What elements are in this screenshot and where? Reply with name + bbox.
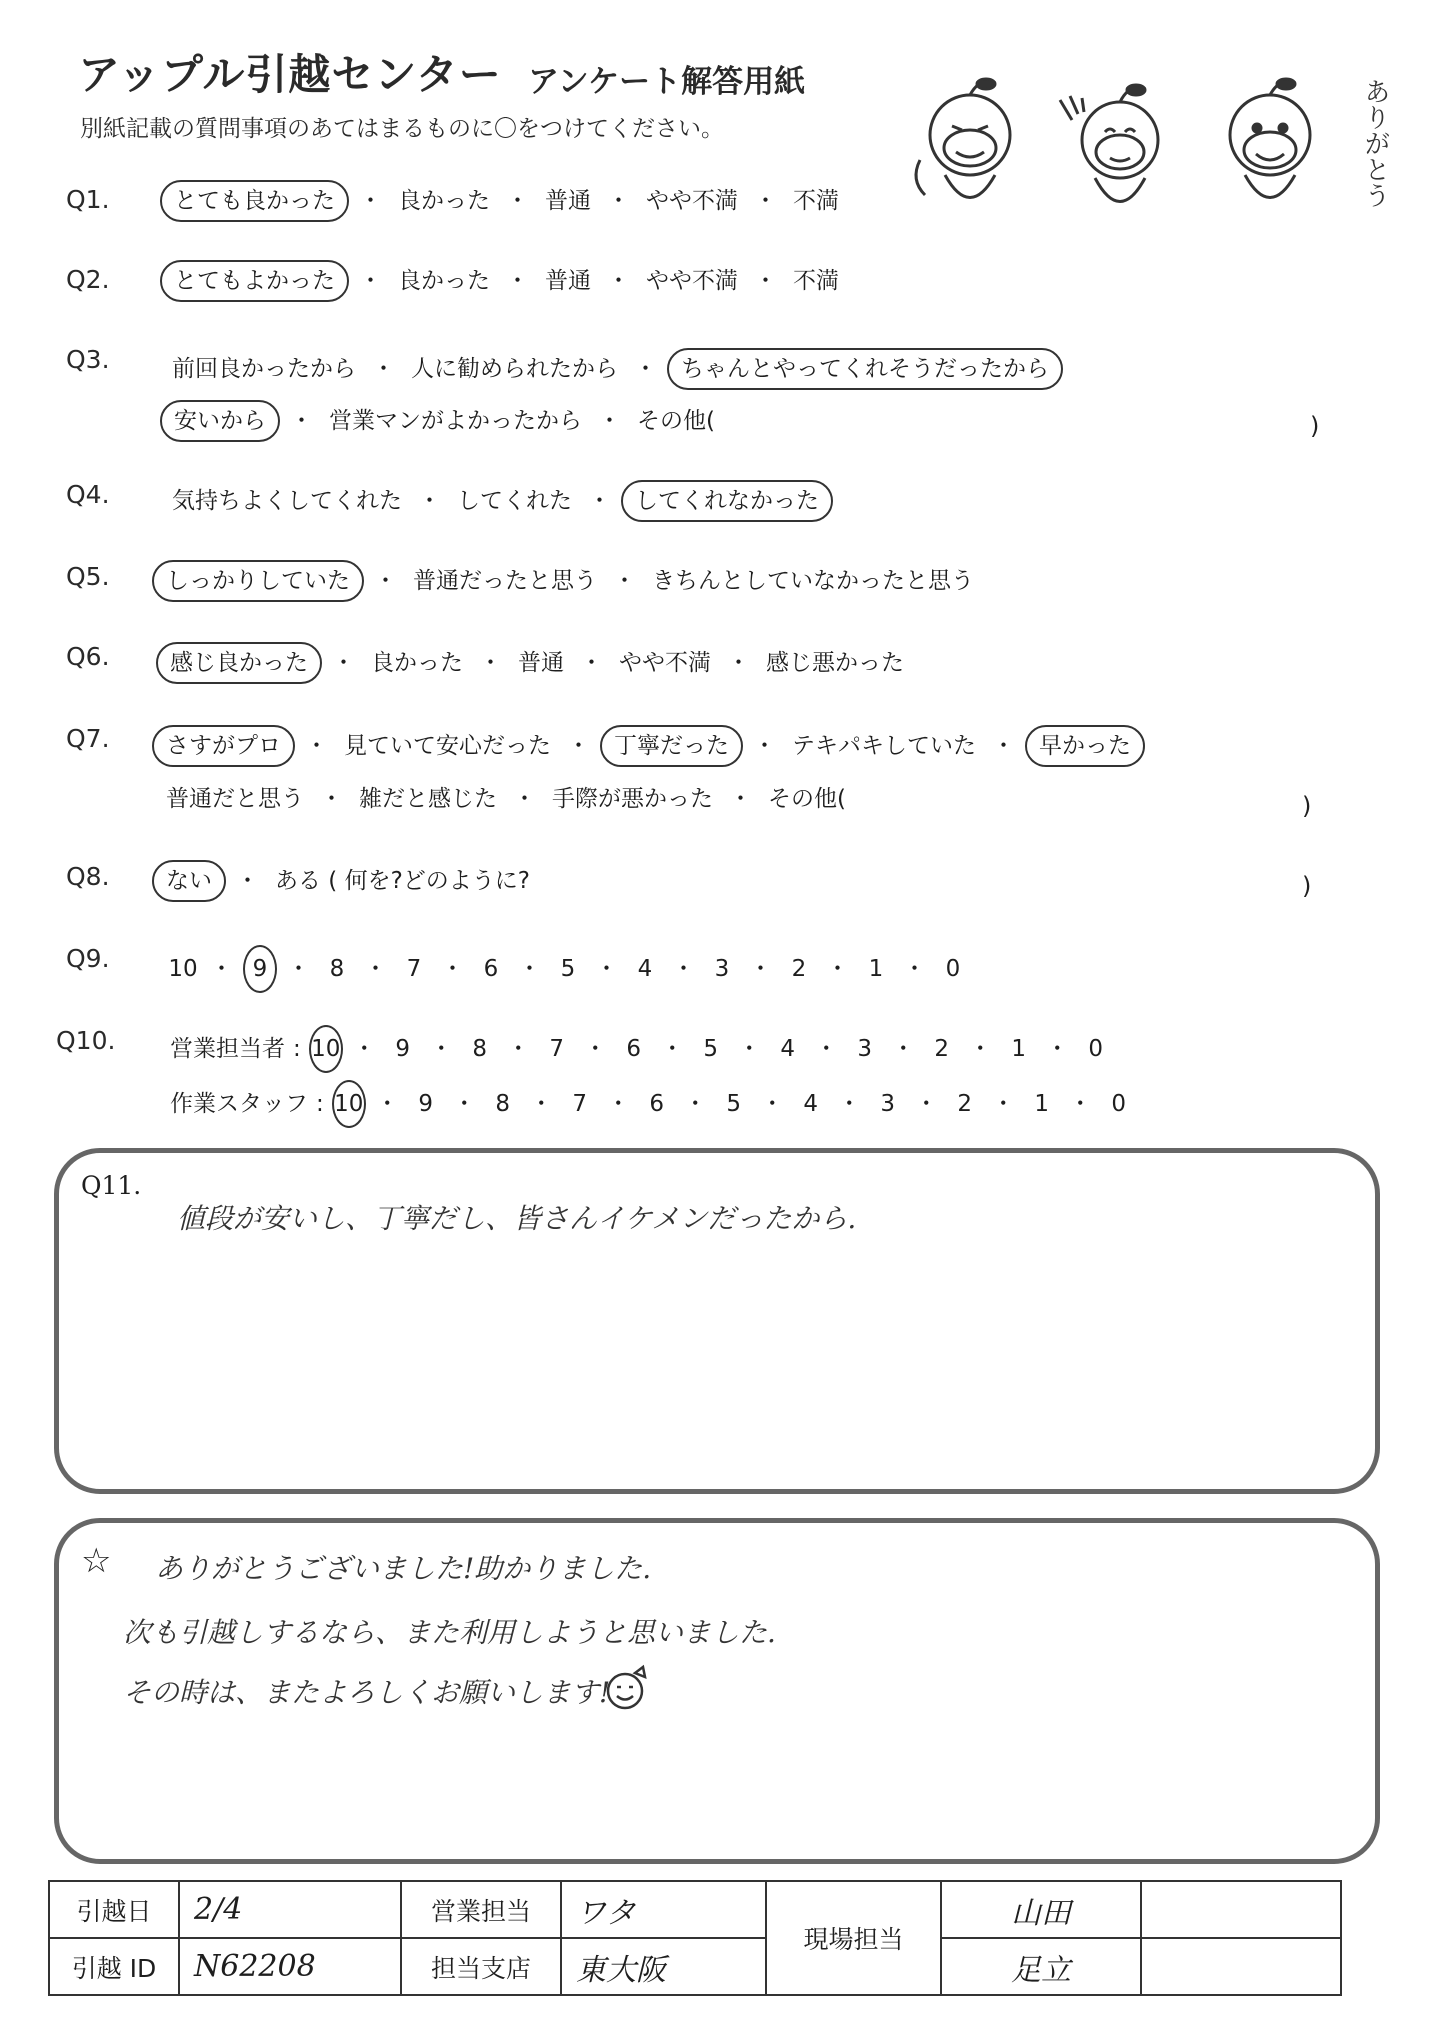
q4-label: Q4. xyxy=(66,480,110,509)
q9-scale: 10 ・ 9 ・ 8 ・ 7 ・ 6 ・ 5 ・ 4 ・ 3 ・ 2 ・ 1 ・ 0 xyxy=(166,945,970,993)
q8-label: Q8. xyxy=(66,862,110,891)
footer-info-table xyxy=(48,1880,1342,1996)
q7-option-5[interactable]: 早かった xyxy=(1025,725,1145,767)
q2-options: とてもよかった ・ 良かった ・ 普通 ・ やや不満 ・ 不満 xyxy=(160,260,845,302)
q7-option-4[interactable]: テキパキしていた xyxy=(792,733,976,759)
q10-sales-score-1[interactable]: 1 xyxy=(1011,1036,1027,1062)
mascot-caption: ありがとう xyxy=(1360,78,1390,208)
q3-close-paren: ) xyxy=(1310,412,1320,440)
q9-score-2[interactable]: 2 xyxy=(791,956,807,982)
q1-option-1[interactable]: とても良かった xyxy=(160,180,349,222)
q1-label: Q1. xyxy=(66,185,110,214)
q10-sales-score-5[interactable]: 5 xyxy=(703,1036,719,1062)
q10-staff-score-9[interactable]: 9 xyxy=(418,1091,434,1117)
q3-option-4[interactable]: 安いから xyxy=(160,400,280,442)
q9-score-1[interactable]: 1 xyxy=(868,956,884,982)
move-id-label: 引越 ID xyxy=(49,1938,179,1995)
move-date-label: 引越日 xyxy=(49,1881,179,1938)
q4-options: 気持ちよくしてくれた ・ してくれた ・ してくれなかった xyxy=(166,480,833,522)
q10-sales-colon: : xyxy=(293,1036,301,1062)
q3-options-line2: 安いから ・ 営業マンがよかったから ・ その他( xyxy=(160,400,721,442)
q9-score-4[interactable]: 4 xyxy=(637,956,653,982)
q2-label: Q2. xyxy=(66,265,110,294)
q7-options-line2: 普通だと思う ・ 雑だと感じた ・ 手際が悪かった ・ その他( xyxy=(160,780,852,818)
q10-staff-score-4[interactable]: 4 xyxy=(803,1091,819,1117)
q2-option-2[interactable]: 良かった xyxy=(398,268,490,294)
q7-option-other[interactable]: その他( xyxy=(768,786,846,812)
q11-answer-box[interactable] xyxy=(54,1148,1380,1494)
q3-option-2[interactable]: 人に勧められたから xyxy=(411,356,618,382)
site-rep-extra-2 xyxy=(1141,1938,1341,1995)
q7-option-6[interactable]: 普通だと思う xyxy=(166,786,304,812)
q10-staff-scale: 作業スタッフ : 10 ・ 9 ・ 8 ・ 7 ・ 6 ・ 5 ・ 4 ・ 3 ・ 2 ・ 1 ・ 0 xyxy=(170,1080,1136,1128)
q2-option-3[interactable]: 普通 xyxy=(545,268,591,294)
survey-company-title: アップル引越センター xyxy=(78,50,502,99)
q10-sales-score-0[interactable]: 0 xyxy=(1088,1036,1104,1062)
q4-option-3[interactable]: してくれなかった xyxy=(621,480,833,522)
q10-staff-score-8[interactable]: 8 xyxy=(495,1091,511,1117)
q10-sales-score-9[interactable]: 9 xyxy=(395,1036,411,1062)
q10-staff-score-1[interactable]: 1 xyxy=(1034,1091,1050,1117)
q10-staff-score-2[interactable]: 2 xyxy=(957,1091,973,1117)
q9-score-5[interactable]: 5 xyxy=(560,956,576,982)
q7-option-3[interactable]: 丁寧だった xyxy=(600,725,743,767)
q1-option-3[interactable]: 普通 xyxy=(545,188,591,214)
q5-label: Q5. xyxy=(66,562,110,591)
q3-label: Q3. xyxy=(66,345,110,374)
comment-line-2: 次も引越しするなら、また利用しようと思いました. xyxy=(123,1616,776,1649)
q10-staff-score-10[interactable]: 10 xyxy=(332,1080,366,1128)
q9-score-9[interactable]: 9 xyxy=(243,945,277,993)
q7-close-paren: ) xyxy=(1302,792,1312,820)
q9-score-7[interactable]: 7 xyxy=(406,956,422,982)
q10-sales-score-2[interactable]: 2 xyxy=(934,1036,950,1062)
q3-option-5[interactable]: 営業マンがよかったから xyxy=(329,408,582,434)
q9-score-10[interactable]: 10 xyxy=(168,956,198,982)
q10-sales-score-7[interactable]: 7 xyxy=(549,1036,565,1062)
q10-sales-score-3[interactable]: 3 xyxy=(857,1036,873,1062)
q7-option-8[interactable]: 手際が悪かった xyxy=(552,786,713,812)
q10-staff-score-7[interactable]: 7 xyxy=(572,1091,588,1117)
q7-option-2[interactable]: 見ていて安心だった xyxy=(344,733,551,759)
q5-option-3[interactable]: きちんとしていなかったと思う xyxy=(652,568,974,594)
branch-value: 東大阪 xyxy=(561,1938,766,1995)
q8-options: ない ・ ある ( 何を?どのように? xyxy=(152,860,536,902)
q11-answer-text: 値段が安いし、丁寧だし、皆さんイケメンだったから. xyxy=(177,1202,857,1235)
instruction-text: 別紙記載の質問事項のあてはまるものに〇をつけてください。 xyxy=(80,116,724,142)
q3-option-1[interactable]: 前回良かったから xyxy=(172,356,356,382)
q5-options: しっかりしていた ・ 普通だったと思う ・ きちんとしていなかったと思う xyxy=(152,560,980,602)
q8-option-2[interactable]: ある ( 何を?どのように? xyxy=(275,868,531,894)
q6-option-1[interactable]: 感じ良かった xyxy=(156,642,322,684)
move-date-value: 2/4 xyxy=(179,1881,401,1938)
q1-option-2[interactable]: 良かった xyxy=(398,188,490,214)
q9-score-3[interactable]: 3 xyxy=(714,956,730,982)
q1-option-4[interactable]: やや不満 xyxy=(646,188,738,214)
q10-staff-label: 作業スタッフ xyxy=(170,1091,308,1117)
q3-options-line1: 前回良かったから ・ 人に勧められたから ・ ちゃんとやってくれそうだったから xyxy=(166,348,1063,390)
q6-option-5[interactable]: 感じ悪かった xyxy=(766,650,904,676)
sales-rep-value: ワタ xyxy=(561,1881,766,1938)
q10-staff-score-3[interactable]: 3 xyxy=(880,1091,896,1117)
q7-options-line1: さすがプロ ・ 見ていて安心だった ・ 丁寧だった ・ テキパキしていた ・ 早かった xyxy=(152,725,1145,767)
comment-line-1: ありがとうございました!助かりました. xyxy=(155,1552,652,1585)
star-icon: ☆ xyxy=(81,1541,112,1581)
mascot-illustration xyxy=(900,70,1350,240)
survey-form-title: アンケート解答用紙 xyxy=(528,64,806,100)
q9-label: Q9. xyxy=(66,944,110,973)
q2-option-1[interactable]: とてもよかった xyxy=(160,260,349,302)
q10-sales-score-8[interactable]: 8 xyxy=(472,1036,488,1062)
q10-staff-score-6[interactable]: 6 xyxy=(649,1091,665,1117)
q6-options: 感じ良かった ・ 良かった ・ 普通 ・ やや不満 ・ 感じ悪かった xyxy=(156,642,910,684)
q11-label: Q11. xyxy=(81,1171,142,1200)
site-rep-label: 現場担当 xyxy=(766,1881,941,1995)
q6-option-2[interactable]: 良かった xyxy=(371,650,463,676)
q7-option-1[interactable]: さすがプロ xyxy=(152,725,295,767)
q7-option-7[interactable]: 雑だと感じた xyxy=(359,786,497,812)
q9-score-8[interactable]: 8 xyxy=(329,956,345,982)
q10-label: Q10. xyxy=(56,1026,116,1055)
site-rep-extra-1 xyxy=(1141,1881,1341,1938)
q4-option-1[interactable]: 気持ちよくしてくれた xyxy=(172,488,402,514)
q2-option-5[interactable]: 不満 xyxy=(793,268,839,294)
site-rep-value-2: 足立 xyxy=(941,1938,1141,1995)
q5-option-2[interactable]: 普通だったと思う xyxy=(413,568,597,594)
q10-sales-label: 営業担当者 xyxy=(170,1036,285,1062)
q2-option-4[interactable]: やや不満 xyxy=(646,268,738,294)
sales-rep-label: 営業担当 xyxy=(401,1881,561,1938)
smiley-doodle-icon xyxy=(599,1663,655,1713)
q8-close-paren: ) xyxy=(1302,872,1312,900)
q9-score-0[interactable]: 0 xyxy=(945,956,961,982)
q3-option-other[interactable]: その他( xyxy=(637,408,715,434)
q3-option-3[interactable]: ちゃんとやってくれそうだったから xyxy=(667,348,1063,390)
q9-score-6[interactable]: 6 xyxy=(483,956,499,982)
branch-label: 担当支店 xyxy=(401,1938,561,1995)
comment-line-3: その時は、またよろしくお願いします! xyxy=(123,1676,611,1709)
q10-staff-score-5[interactable]: 5 xyxy=(726,1091,742,1117)
q6-option-3[interactable]: 普通 xyxy=(518,650,564,676)
q10-sales-score-4[interactable]: 4 xyxy=(780,1036,796,1062)
q6-label: Q6. xyxy=(66,642,110,671)
q4-option-2[interactable]: してくれた xyxy=(457,488,572,514)
q10-staff-colon: : xyxy=(316,1091,324,1117)
move-id-value: N62208 xyxy=(179,1938,401,1995)
q5-option-1[interactable]: しっかりしていた xyxy=(152,560,364,602)
q10-sales-score-10[interactable]: 10 xyxy=(309,1025,343,1073)
q10-staff-score-0[interactable]: 0 xyxy=(1111,1091,1127,1117)
site-rep-value-1: 山田 xyxy=(941,1881,1141,1938)
q10-sales-scale: 営業担当者 : 10 ・ 9 ・ 8 ・ 7 ・ 6 ・ 5 ・ 4 ・ 3 ・ 2 ・ 1 ・ 0 xyxy=(170,1025,1113,1073)
q8-option-1[interactable]: ない xyxy=(152,860,226,902)
q10-sales-score-6[interactable]: 6 xyxy=(626,1036,642,1062)
q6-option-4[interactable]: やや不満 xyxy=(619,650,711,676)
q7-label: Q7. xyxy=(66,724,110,753)
comment-box[interactable] xyxy=(54,1518,1380,1864)
q1-options: とても良かった ・ 良かった ・ 普通 ・ やや不満 ・ 不満 xyxy=(160,180,845,222)
q1-option-5[interactable]: 不満 xyxy=(793,188,839,214)
